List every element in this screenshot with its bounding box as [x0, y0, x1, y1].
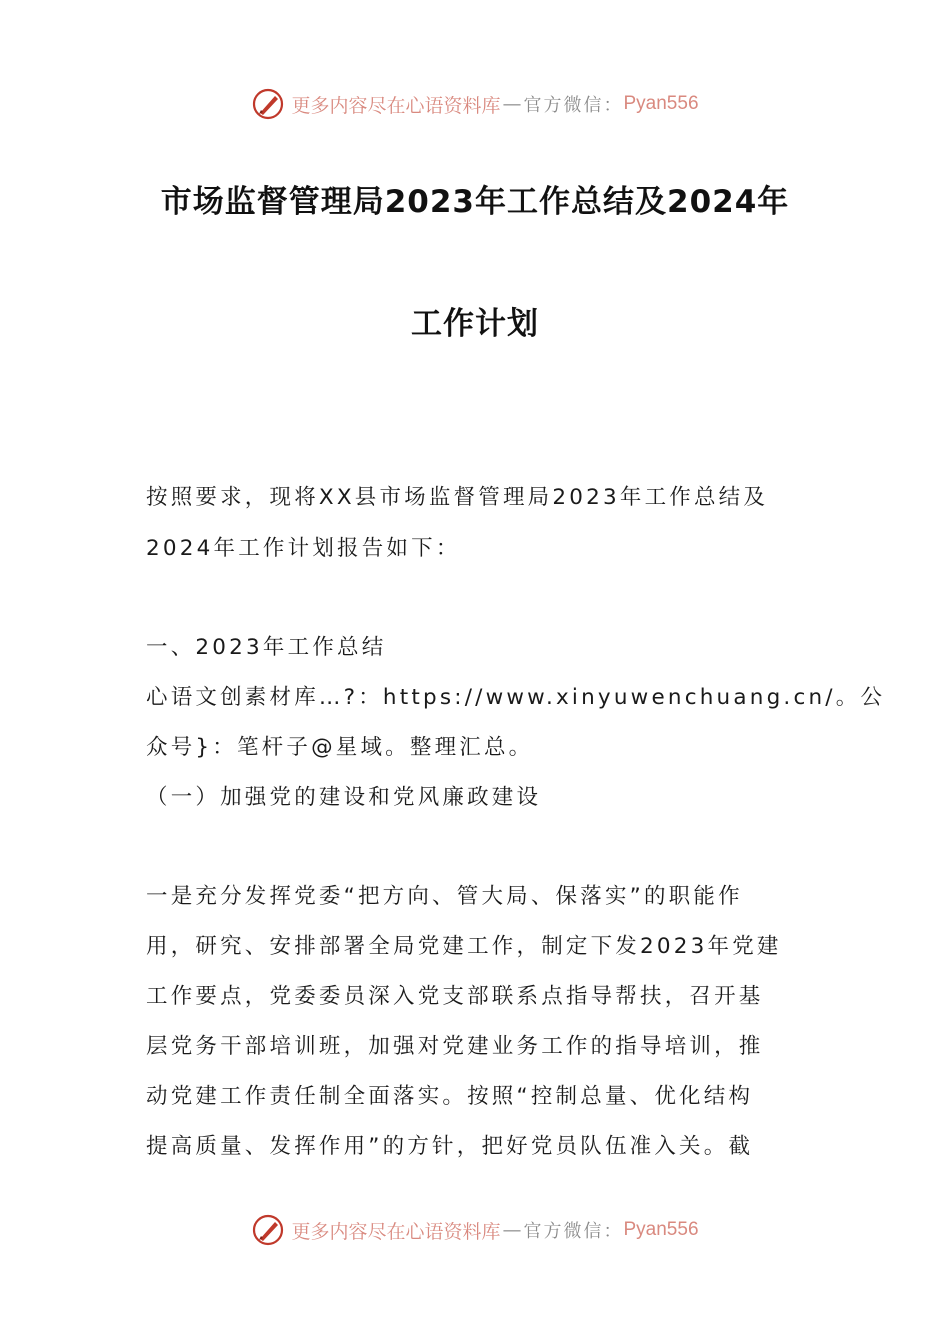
document-title-line-1: 市场监督管理局2023年工作总结及2024年 [160, 184, 790, 220]
source-note-line-2: 众号}：笔杆子@星域。整理汇总。 [146, 735, 534, 760]
banner-separator: — [502, 93, 522, 115]
body-line-6: 提高质量、发挥作用”的方针，把好党员队伍准入关。截 [146, 1134, 754, 1159]
footer-banner [0, 1210, 950, 1250]
intro-line-2: 2024年工作计划报告如下： [146, 536, 461, 561]
body-line-1: 一是充分发挥党委“把方向、管大局、保落实”的职能作 [146, 884, 743, 909]
pen-logo-icon [251, 87, 285, 121]
banner-contact-label: 官方微信： [523, 1221, 624, 1242]
banner-slogan: 更多内容尽在心语资料库 [291, 1220, 501, 1243]
pen-logo-icon [251, 1213, 285, 1247]
document-title-line-2: 工作计划 [411, 306, 539, 342]
subsection-heading: （一）加强党的建设和党风廉政建设 [146, 785, 542, 810]
banner-wechat-id: Pyan556 [623, 1219, 699, 1240]
body-line-4: 层党务干部培训班，加强对党建业务工作的指导培训，推 [146, 1034, 764, 1059]
banner-contact-label: 官方微信： [523, 95, 624, 116]
body-line-3: 工作要点，党委委员深入党支部联系点指导帮扶，召开基 [146, 984, 764, 1009]
body-line-2: 用，研究、安排部署全局党建工作，制定下发2023年党建 [146, 934, 782, 959]
banner-separator: — [502, 1219, 522, 1241]
source-note-line-1: 心语文创素材库…?：https://www.xinyuwenchuang.cn/。公 [146, 685, 886, 710]
banner-wechat-id: Pyan556 [623, 93, 699, 114]
body-line-5: 动党建工作责任制全面落实。按照“控制总量、优化结构 [146, 1084, 754, 1109]
banner-slogan: 更多内容尽在心语资料库 [291, 94, 501, 117]
section-heading: 一、2023年工作总结 [146, 635, 387, 660]
intro-line-1: 按照要求，现将XX县市场监督管理局2023年工作总结及 [146, 485, 769, 510]
header-banner [0, 84, 950, 124]
